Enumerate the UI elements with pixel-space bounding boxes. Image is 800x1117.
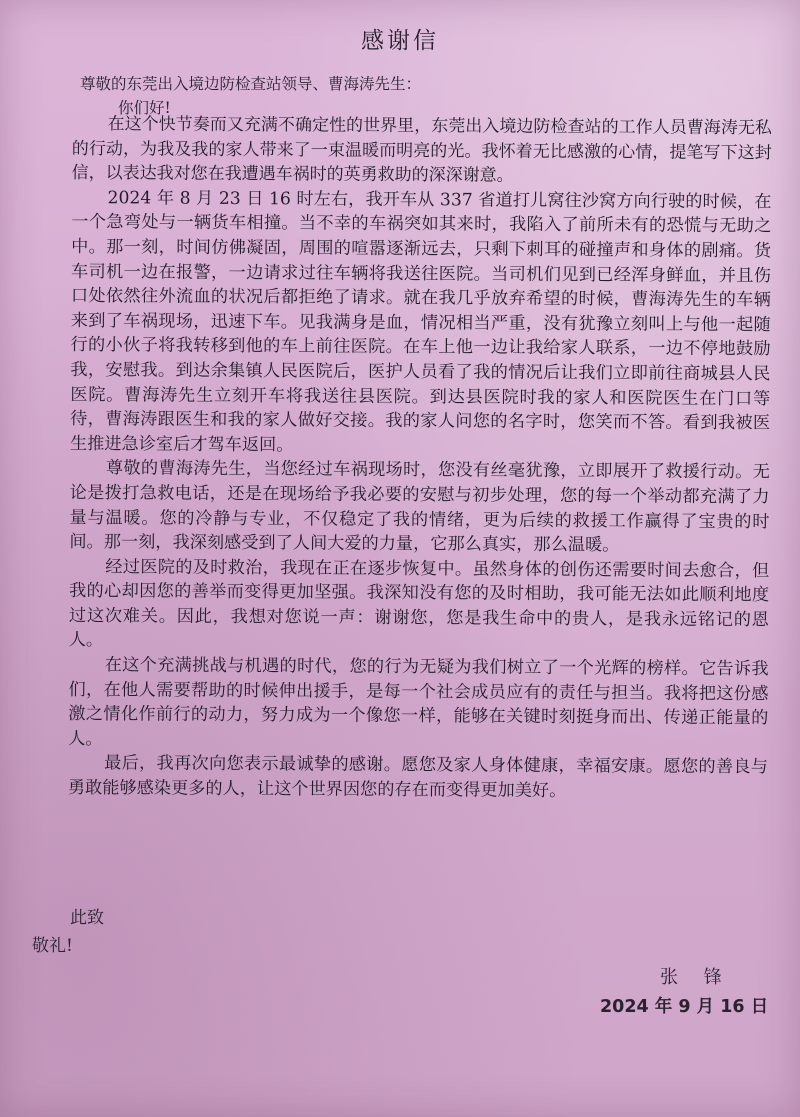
letter-greeting: 你们好! [118, 99, 171, 117]
signature: 张 锋 [660, 967, 732, 988]
closing-line-1: 此致 [70, 908, 104, 928]
paragraph-1: 在这个快节奏而又充满不确定性的世界里，东莞出入境边防检查站的工作人员曹海涛无私的行动，为我及我的家人带来了一束温暖而明亮的光。我怀着无比感激的心情，提笔写下这封信，以表达我对您在我遭遇车祸时的英勇救助的深深谢意。 [71, 114, 772, 186]
paragraph-3: 尊敬的曹海涛先生，当您经过车祸现场时，您没有丝毫犹豫，立即展开了救援行动。无论是拨打急救电话，还是在现场给予我必要的安慰与初步处理，您的每一个举动都充满了力量与温暖。您的冷静与专业，不仅稳定了我的情绪，更为后续的救援工作赢得了宝贵的时间。那一刻，我深刻感受到了人间大爱的力量，它那么真实，那么温暖。 [69, 458, 770, 556]
paragraph-5: 在这个充满挑战与机遇的时代，您的行为无疑为我们树立了一个光辉的榜样。它告诉我们，在他人需要帮助的时候伸出援手，是每一个社会成员应有的责任与担当。我将把这份感激之情化作前行的动力，努力成为一个像您一样，能够在关键时刻挺身而出、传递正能量的人。 [68, 655, 769, 750]
paragraph-6: 最后，我再次向您表示最诚挚的感谢。愿您及家人身体健康，幸福安康。愿您的善良与勇敢能够感染更多的人，让这个世界因您的存在而变得更加美好。 [67, 753, 769, 802]
letter-date: 2024 年 9 月 16 日 [600, 997, 769, 1017]
closing-line-2: 敬礼! [32, 936, 73, 956]
letter-salutation: 尊敬的东莞出入境边防检查站领导、曹海涛先生： [80, 75, 422, 93]
paragraph-2: 2024 年 8 月 23 日 16 时左右，我开车从 337 省道打儿窝往沙窝方向行驶的时候，在一个急弯处与一辆货车相撞。当不幸的车祸突如其来时，我陷入了前所未有的恐慌与无助之中。那一刻，时间仿佛凝固，周围的喧嚣逐渐远去，只剩下刺耳的碰撞声和身体的剧痛。货车司机一边在报警，一边请求过往车辆将我送往医院。当司机们见到已经浑身鲜血，并且伤口处依然往外流血的状况后都拒绝了请求。就在我几乎放弃希望的时候，曹海涛先生的车辆来到了车祸现场，迅速下车。见我满身是血，情况相当严重，没有犹豫立刻叫上与他一起随行的小伙子将我转移到他的车上前往医院。在车上他一边让我给家人联系，一边不停地鼓励我，安慰我。到达余集镇人民医院后，医护人员看了我的情况后让我们立即前往商城县人民医院。曹海涛先生立刻开车将我送往县医院。到达县医院时我的家人和医院医生在门口等待，曹海涛跟医生和我的家人做好交接。我的家人问您的名字时，您笑而不答。看到我被医生推进急诊室后才驾车返回。 [69, 188, 772, 456]
letter-body [68, 112, 772, 805]
paragraph-4: 经过医院的及时救治，我现在正在逐步恢复中。虽然身体的创伤还需要时间去愈合，但我的心却因您的善举而变得更加坚强。我深知没有您的及时相助，我可能无法如此顺利地度过这次难关。因此，我想对您说一声：谢谢您，您是我生命中的贵人，是我永远铭记的恩人。 [68, 556, 770, 651]
letter-title: 感谢信 [361, 28, 439, 54]
